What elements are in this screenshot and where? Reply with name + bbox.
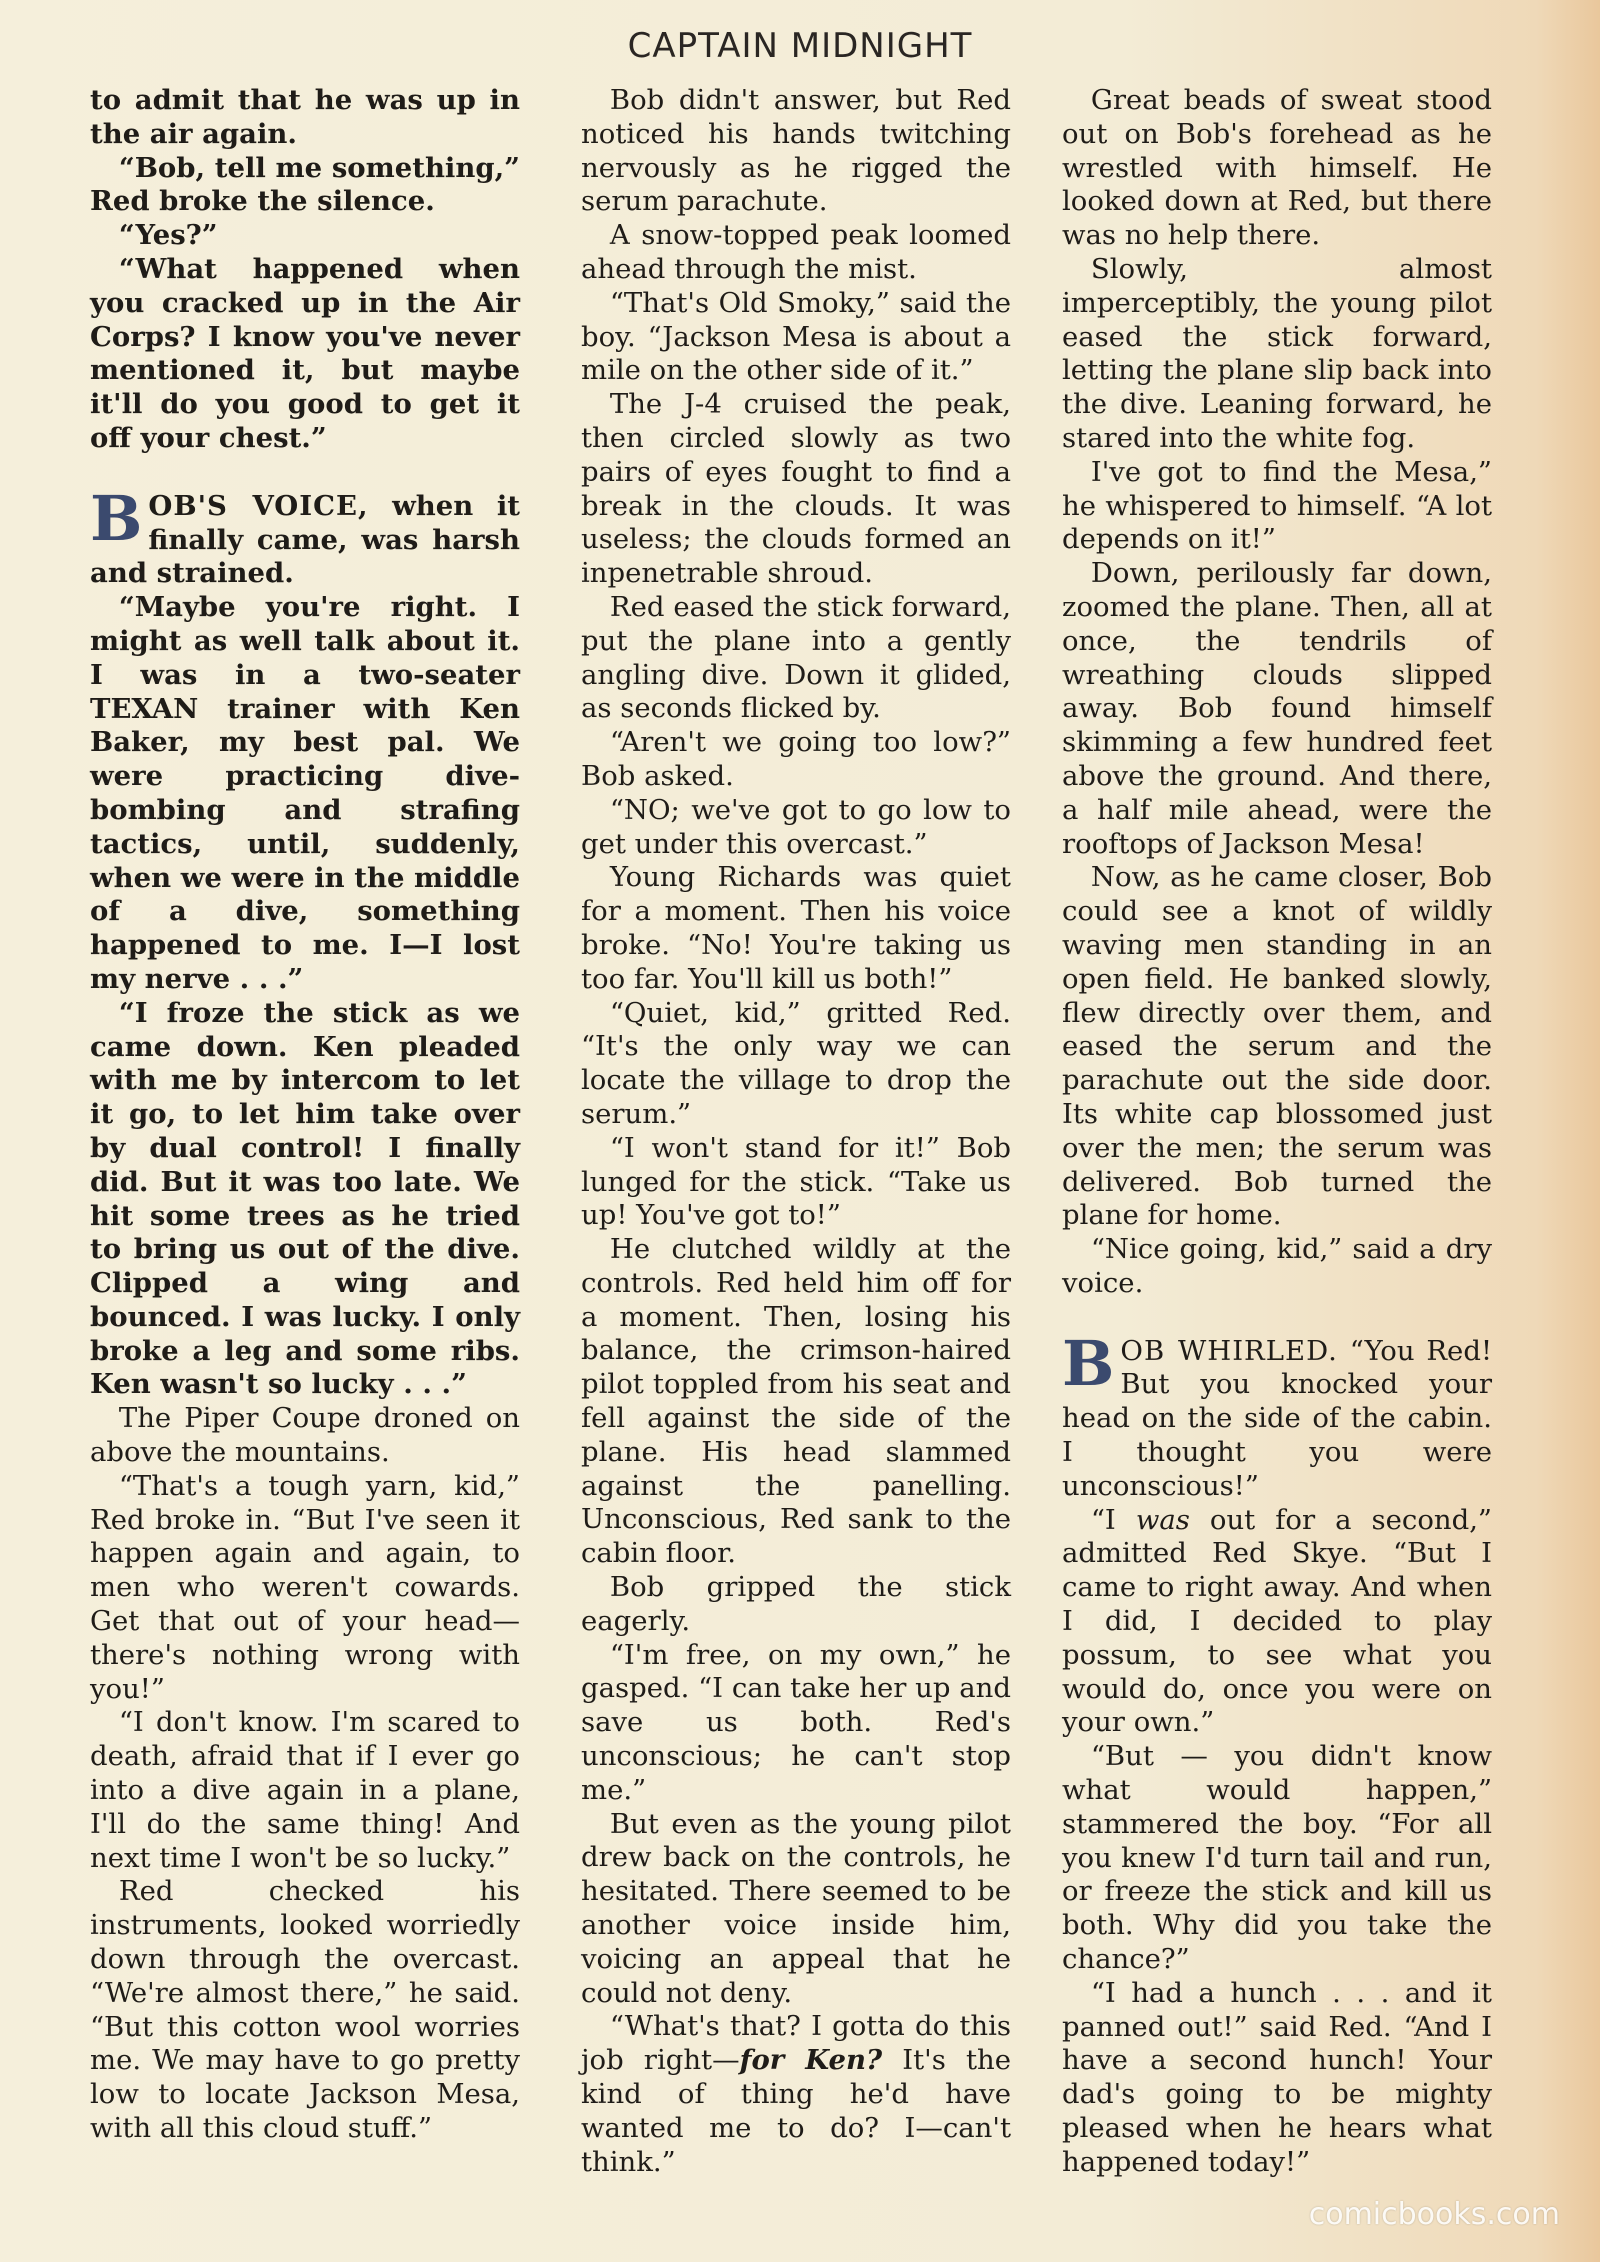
paragraph: “But — you didn't know what would happen,” stammered the boy. “For all you knew I'd turn tail and run, or freeze the stick and kill us both. Why did you take the chance?” [1062,1740,1492,1976]
paragraph: “Yes?” [118,219,218,252]
small-caps-lead: OB'S VOICE, [148,489,369,522]
paragraph: “NO; we've got to go low to get under this overcast.” [581,793,1011,860]
paragraph: Now, as he came closer, Bob could see a knot of wildly waving men standing in an open field. He banked slowly, flew directly over them, and eased the serum and the parachute out the side door. Its white cap blossomed just over the men; the serum was delivered. Bob turned the plane for home. [1062,861,1492,1232]
paragraph: “I'm free, on my own,” he gasped. “I can take her up and save us both. Red's unconscious; he can't stop me.” [581,1638,1011,1806]
watermark: comicbooks.com [1308,2197,1560,2232]
section-opening-paragraph [1062,1326,1492,1504]
paragraph: “I had a hunch . . . and it panned out!” said Red. “And I have a second hunch! Your dad's going to be mighty pleased when he hears what happened today!” [1062,1976,1492,2178]
paragraph: “That's Old Smoky,” said the boy. “Jackson Mesa is about a mile on the other side of it.” [581,286,1011,387]
page-header: CAPTAIN MIDNIGHT [627,26,973,66]
paragraph: “I froze the stick as we came down. Ken pleaded with me by intercom to let it go, to let him take over by dual control! I finally did. But it was too late. We hit some trees as he tried to bring us out of the dive. Clipped a wing and bounced. I was lucky. I only broke a leg and some ribs. Ken wasn't so lucky . . .” [90,996,520,1401]
paragraph: Bob didn't answer, but Red noticed his hands twitching nervously as he rigged the serum parachute. [581,84,1011,218]
paragraph: “I don't know. I'm scared to death, afraid that if I ever go into a dive again in a plane, I'll do the same thing! And next time I won't be so lucky.” [90,1706,520,1874]
paragraph: “Nice going, kid,” said a dry voice. [1062,1233,1492,1299]
text-column-1 [90,84,520,2146]
text-column-2 [581,84,1011,2179]
paragraph: Slowly, almost imperceptibly, the young pilot eased the stick forward, letting the plane slip back into the dive. Leaning forward, he stared into the white fog. [1062,252,1492,454]
paragraph: “I won't stand for it!” Bob lunged for the stick. “Take us up! You've got to!” [581,1131,1011,1232]
paragraph: “Maybe you're right. I might as well talk about it. I was in a two-seater TEXAN trainer with Ken Baker, my best pal. We were practicing dive-bombing and strafing tactics, until, suddenly, when we were in the middle of a dive, something happened to me. I—I lost my nerve . . .” [90,591,520,995]
paragraph: The J-4 cruised the peak, then circled slowly as two pairs of eyes fought to find a break in the clouds. It was useless; the clouds formed an inpenetrable shroud. [581,388,1011,590]
paragraph: Red eased the stick forward, put the plane into a gently angling dive. Down it glided, as seconds flicked by. [581,590,1011,725]
drop-cap: B [90,481,143,555]
paragraph: I've got to find the Mesa,” he whispered to himself. “A lot depends on it!” [1062,455,1492,556]
paragraph: A snow-topped peak loomed ahead through the mist. [581,219,1011,285]
paragraph: “Quiet, kid,” gritted Red. “It's the only way we can locate the village to drop the serum.” [581,996,1011,1130]
paragraph: Great beads of sweat stood out on Bob's forehead as he wrestled with himself. He looked down at Red, but there was no help there. [1062,84,1492,252]
paragraph: Red checked his instruments, looked worriedly down through the overcast. “We're almost there,” he said. “But this cotton wool worries me. We may have to go pretty low to locate Jackson Mesa, with all this cloud stuff.” [90,1875,520,2145]
paragraph: Young Richards was quiet for a moment. Then his voice broke. “No! You're taking us too far. You'll kill us both!” [581,861,1011,995]
paragraph: “Bob, tell me something,” Red broke the silence. [90,151,520,218]
drop-cap: B [1062,1326,1115,1400]
small-caps-lead: OB WHIRLED. [1120,1334,1338,1367]
paragraph: to admit that he was up in the air again. [90,84,520,150]
paragraph: “What happened when you cracked up in the Air Corps? I know you've never mentioned it, but maybe it'll do you good to get it off your chest.” [90,252,520,454]
paragraph-text: “What's that? I gotta do this job right— [581,2010,1011,2077]
italic-emphasis: for Ken? [739,2044,883,2077]
section-opening-paragraph [90,481,520,591]
paragraph: Down, perilously far down, zoomed the plane. Then, all at once, the tendrils of wreathing clouds slipped away. Bob found himself skimming a few hundred feet above the ground. And there, a half mile ahead, were the rooftops of Jackson Mesa! [1062,557,1492,860]
paragraph: He clutched wildly at the controls. Red held him off for a moment. Then, losing his balance, the crimson-haired pilot toppled from his seat and fell against the side of the plane. His head slammed against the panelling. Unconscious, Red sank to the cabin floor. [581,1233,1011,1570]
paragraph-text: out for a second,” admitted Red Skye. “But I came to right away. And when I did, I decided to play possum, to see what you would do, once you were on your own.” [1062,1503,1492,1739]
paragraph [1062,1504,1492,1741]
paragraph [581,2010,1011,2179]
paragraph: The Piper Coupe droned on above the mountains. [90,1402,520,1469]
paragraph-text: It's the kind of thing he'd have wanted me to do? I—can't think.” [581,2044,1011,2178]
paragraph: Bob gripped the stick eagerly. [581,1571,1011,1637]
paragraph: But even as the young pilot drew back on the controls, he hesitated. There seemed to be another voice inside him, voicing an appeal that he could not deny. [581,1807,1011,2009]
paragraph: “Aren't we going too low?” Bob asked. [581,726,1011,792]
paragraph: “That's a tough yarn, kid,” Red broke in. “But I've seen it happen again and again, to men who weren't cowards. Get that out of your head—there's nothing wrong with you!” [90,1469,520,1705]
paragraph-text: “You Red! But you knocked your head on the side of the cabin. I thought you were unconscious!” [1062,1334,1492,1502]
text-column-3 [1062,84,1492,2180]
paragraph-text: “I [1090,1503,1136,1536]
paragraph-text: when it finally came, was harsh and strained. [90,489,520,590]
italic-emphasis: was [1135,1503,1190,1536]
